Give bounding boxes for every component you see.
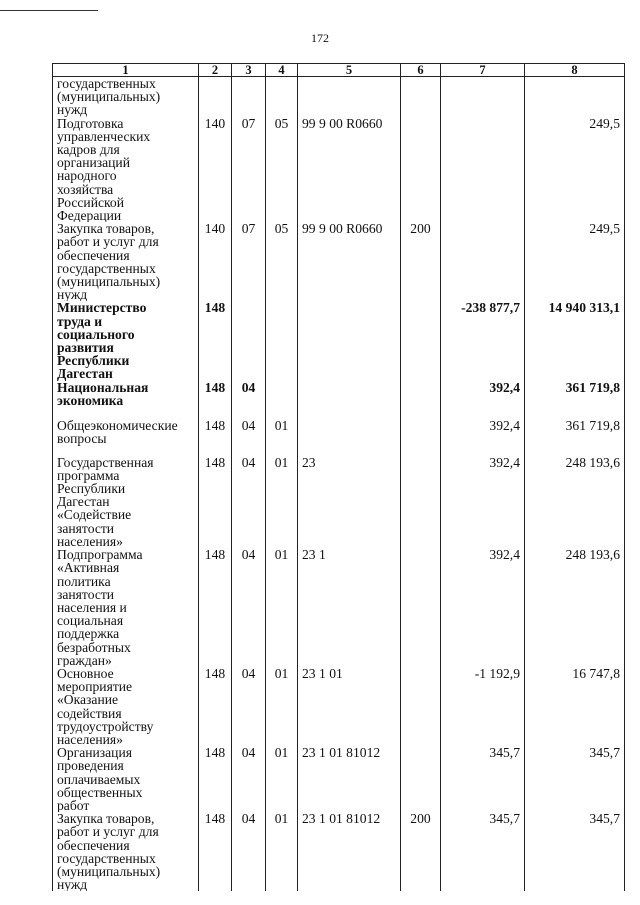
cell-target-article: 23 xyxy=(298,456,401,548)
table-row xyxy=(53,117,625,223)
cell-name xyxy=(53,117,199,223)
cell-name-text: Общеэкономические вопросы xyxy=(57,418,178,446)
cell-name xyxy=(53,222,199,301)
cell-expense-type xyxy=(401,117,441,223)
cell-section: 04 xyxy=(232,548,266,667)
column-header: 1 xyxy=(53,64,199,77)
table-row xyxy=(53,381,625,419)
cell-name xyxy=(53,456,199,548)
cell-name-text: Национальная экономика xyxy=(57,380,149,408)
cell-expense-type xyxy=(401,456,441,548)
cell-total-amount: 249,5 xyxy=(525,117,625,223)
cell-name xyxy=(53,419,199,456)
cell-section: 07 xyxy=(232,222,266,301)
cell-expense-type xyxy=(401,301,441,380)
cell-change-amount xyxy=(441,222,525,301)
cell-admin-code xyxy=(199,77,232,117)
cell-expense-type xyxy=(401,381,441,419)
cell-expense-type xyxy=(401,77,441,117)
cell-expense-type xyxy=(401,548,441,667)
cell-expense-type: 200 xyxy=(401,812,441,891)
cell-total-amount: 345,7 xyxy=(525,746,625,812)
cell-admin-code: 148 xyxy=(199,667,232,746)
cell-change-amount: 392,4 xyxy=(441,419,525,456)
cell-name-text: Организация проведения оплачиваемых общественных работ xyxy=(57,746,143,813)
table-row xyxy=(53,301,625,380)
cell-target-article: 99 9 00 R0660 xyxy=(298,222,401,301)
cell-change-amount: -238 877,7 xyxy=(441,301,525,380)
cell-admin-code: 148 xyxy=(199,746,232,812)
cell-total-amount: 248 193,6 xyxy=(525,548,625,667)
cell-admin-code: 140 xyxy=(199,117,232,223)
table-row xyxy=(53,419,625,456)
column-header: 3 xyxy=(232,64,266,77)
table-row xyxy=(53,456,625,548)
cell-change-amount: 392,4 xyxy=(441,456,525,548)
cell-subsection xyxy=(266,301,298,380)
table-row xyxy=(53,222,625,301)
cell-subsection: 01 xyxy=(266,746,298,812)
cell-subsection: 01 xyxy=(266,667,298,746)
cell-admin-code: 148 xyxy=(199,548,232,667)
cell-change-amount: 345,7 xyxy=(441,746,525,812)
budget-table xyxy=(52,63,625,891)
cell-subsection: 01 xyxy=(266,812,298,891)
cell-expense-type xyxy=(401,746,441,812)
table-header-row xyxy=(53,64,625,77)
cell-total-amount: 249,5 xyxy=(525,222,625,301)
cell-expense-type: 200 xyxy=(401,222,441,301)
cell-target-article xyxy=(298,381,401,419)
cell-target-article: 23 1 01 xyxy=(298,667,401,746)
page-number: 172 xyxy=(311,31,329,45)
corner-rule xyxy=(0,10,98,11)
cell-subsection xyxy=(266,381,298,419)
table-row xyxy=(53,667,625,746)
cell-section: 04 xyxy=(232,667,266,746)
cell-subsection: 05 xyxy=(266,222,298,301)
cell-total-amount: 248 193,6 xyxy=(525,456,625,548)
table-row xyxy=(53,812,625,891)
cell-admin-code: 148 xyxy=(199,812,232,891)
cell-section xyxy=(232,301,266,380)
cell-change-amount: 392,4 xyxy=(441,381,525,419)
cell-name xyxy=(53,667,199,746)
cell-name-text: Подпрограмма «Активная политика занятости населения и социальная поддержка безработных граждан» xyxy=(57,548,143,667)
column-header: 7 xyxy=(441,64,525,77)
column-header: 2 xyxy=(199,64,232,77)
column-header: 5 xyxy=(298,64,401,77)
cell-total-amount: 14 940 313,1 xyxy=(525,301,625,380)
column-header: 6 xyxy=(401,64,441,77)
cell-change-amount: -1 192,9 xyxy=(441,667,525,746)
cell-admin-code: 140 xyxy=(199,222,232,301)
cell-expense-type xyxy=(401,667,441,746)
cell-subsection: 01 xyxy=(266,419,298,456)
table-row xyxy=(53,77,625,117)
cell-change-amount: 345,7 xyxy=(441,812,525,891)
cell-target-article xyxy=(298,419,401,456)
table-body xyxy=(53,77,625,892)
cell-section: 04 xyxy=(232,812,266,891)
cell-target-article xyxy=(298,301,401,380)
cell-name xyxy=(53,548,199,667)
cell-subsection xyxy=(266,77,298,117)
cell-name-text: Подготовка управленческих кадров для организаций народного хозяйства Российской Федерации xyxy=(57,116,151,223)
cell-name xyxy=(53,381,199,419)
cell-section: 07 xyxy=(232,117,266,223)
cell-expense-type xyxy=(401,419,441,456)
cell-total-amount: 16 747,8 xyxy=(525,667,625,746)
cell-change-amount xyxy=(441,117,525,223)
cell-admin-code: 148 xyxy=(199,381,232,419)
cell-name-text: Закупка товаров, работ и услуг для обеспечения государственных (муниципальных) нужд xyxy=(57,222,161,302)
cell-total-amount: 361 719,8 xyxy=(525,381,625,419)
cell-target-article xyxy=(298,77,401,117)
cell-name xyxy=(53,301,199,380)
cell-name-text: Министерство труда и социального развития Республики Дагестан xyxy=(57,301,147,381)
cell-total-amount xyxy=(525,77,625,117)
cell-admin-code: 148 xyxy=(199,301,232,380)
cell-total-amount: 345,7 xyxy=(525,812,625,891)
cell-section: 04 xyxy=(232,456,266,548)
cell-name xyxy=(53,746,199,812)
cell-subsection: 01 xyxy=(266,456,298,548)
cell-subsection: 01 xyxy=(266,548,298,667)
cell-change-amount xyxy=(441,77,525,117)
cell-target-article: 23 1 01 81012 xyxy=(298,812,401,891)
column-header: 4 xyxy=(266,64,298,77)
cell-name xyxy=(53,812,199,891)
table-row xyxy=(53,548,625,667)
cell-section: 04 xyxy=(232,746,266,812)
cell-name-text: государственных (муниципальных) нужд xyxy=(57,76,161,117)
cell-admin-code: 148 xyxy=(199,419,232,456)
cell-change-amount: 392,4 xyxy=(441,548,525,667)
cell-name-text: Государственная программа Республики Дагестан «Содействие занятости населения» xyxy=(57,455,154,549)
cell-subsection: 05 xyxy=(266,117,298,223)
cell-section xyxy=(232,77,266,117)
cell-target-article: 23 1 xyxy=(298,548,401,667)
table-row xyxy=(53,746,625,812)
column-header: 8 xyxy=(525,64,625,77)
cell-name xyxy=(53,77,199,117)
cell-name-text: Основное мероприятие «Оказание содействия трудоустройству населения» xyxy=(57,666,154,747)
cell-target-article: 23 1 01 81012 xyxy=(298,746,401,812)
cell-name-text: Закупка товаров, работ и услуг для обеспечения государственных (муниципальных) нужд xyxy=(57,812,161,892)
cell-admin-code: 148 xyxy=(199,456,232,548)
cell-target-article: 99 9 00 R0660 xyxy=(298,117,401,223)
cell-section: 04 xyxy=(232,419,266,456)
cell-total-amount: 361 719,8 xyxy=(525,419,625,456)
cell-section: 04 xyxy=(232,381,266,419)
